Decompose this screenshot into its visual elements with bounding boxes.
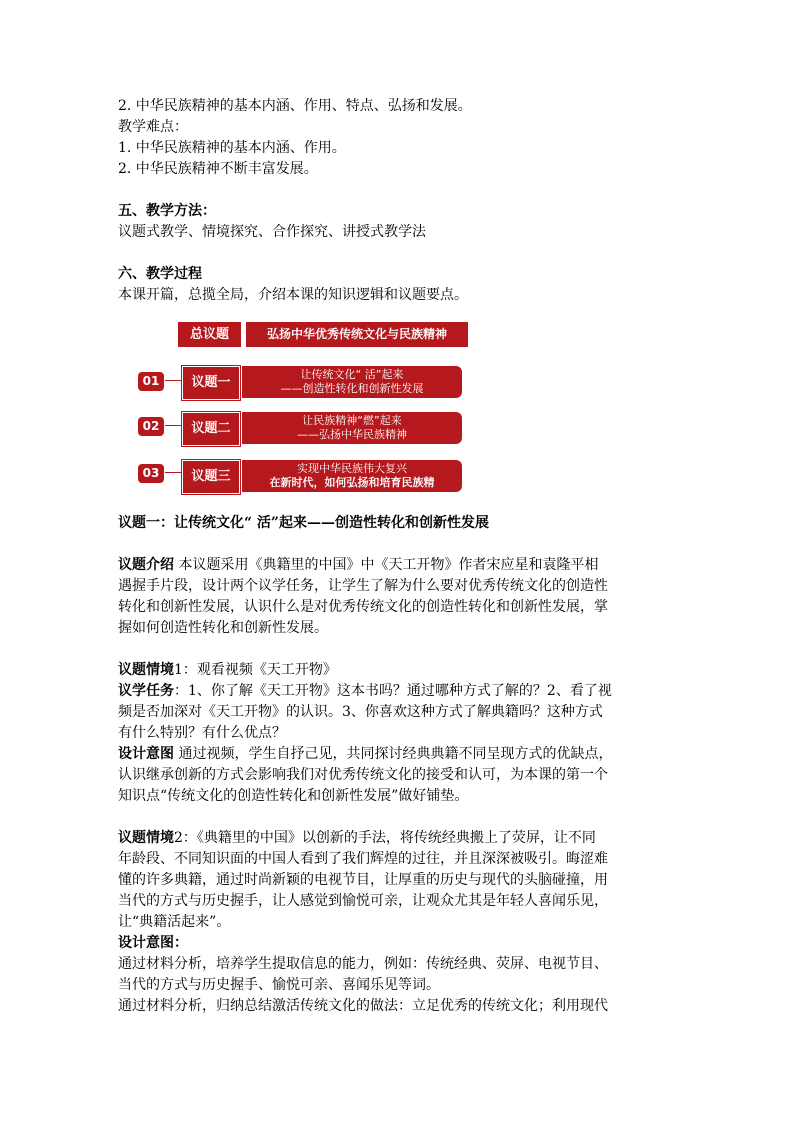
topic-tag: 议题一 [182, 366, 240, 400]
text-line: 议题式教学、情境探究、合作探究、讲授式教学法 [118, 224, 426, 240]
text-line: 握如何创造性转化和创新性发展。 [118, 620, 328, 636]
scenario-label: 议题情境 [118, 830, 174, 846]
text-line: 1. 中华民族精神的基本内涵、作用。 [118, 140, 346, 156]
diagram-header-label: 总议题 [178, 322, 241, 347]
topic-pill [242, 460, 462, 492]
design-text: 通过视频，学生自抒己见，共同探讨经典典籍不同呈现方式的优缺点， [178, 746, 613, 762]
text-line: 本课开篇，总揽全局，介绍本课的知识逻辑和议题要点。 [118, 287, 468, 303]
connector [165, 468, 183, 478]
text-line: 知识点“传统文化的创造性转化和创新性发展”做好铺垫。 [118, 788, 469, 804]
topic-number: 03 [138, 464, 164, 483]
topic-number: 01 [138, 372, 164, 391]
topic-pill-line2: ——创造性转化和创新性发展 [280, 382, 424, 395]
topic-pill-line2: ——弘扬中华民族精神 [297, 428, 407, 441]
design-label: 设计意图： [118, 935, 188, 951]
text-line: 通过材料分析，归纳总结激活传统文化的做法：立足优秀的传统文化；利用现代 [118, 998, 608, 1014]
intro-label: 议题介绍 [118, 557, 174, 573]
section-heading: 五、教学方法： [118, 203, 216, 219]
text-line: 认识继承创新的方式会影响我们对优秀传统文化的接受和认可，为本课的第一个 [118, 767, 608, 783]
scenario-text: 2：《典籍里的中国》以创新的手法，将传统经典搬上了荧屏，让不同 [174, 830, 596, 846]
intro-text: 本议题采用《典籍里的中国》中《天工开物》作者宋应星和袁隆平相 [178, 557, 599, 573]
text-line: 教学难点： [118, 119, 188, 135]
text-line: 让“典籍活起来”。 [118, 914, 231, 930]
scenario-text: 1：观看视频《天工开物》 [174, 662, 337, 678]
topic-pill [242, 412, 462, 444]
connector [165, 421, 183, 431]
text-line: 当代的方式与历史握手，让人感觉到愉悦可亲，让观众尤其是年轻人喜闻乐见， [118, 893, 608, 909]
task-label: 议学任务 [118, 683, 174, 699]
text-line [118, 828, 596, 848]
text-line: 2. 中华民族精神不断丰富发展。 [118, 161, 318, 177]
text-line [118, 555, 598, 575]
topic-tag: 议题三 [182, 460, 240, 494]
text-line: 通过材料分析，培养学生提取信息的能力，例如：传统经典、荧屏、电视节目、 [118, 956, 608, 972]
scenario-label: 议题情境 [118, 662, 174, 678]
text-line: 有什么特别？有什么优点？ [118, 725, 286, 741]
text-line: 频是否加深对《天工开物》的认识。3、你喜欢这种方式了解典籍吗？这种方式 [118, 704, 603, 720]
text-line [118, 681, 612, 701]
topic-heading: 议题一：让传统文化“ 活”起来——创造性转化和创新性发展 [118, 515, 489, 531]
task-text: ：1、你了解《天工开物》这本书吗？通过哪种方式了解的？2、看了视 [174, 683, 612, 699]
section-heading: 六、教学过程 [118, 266, 202, 282]
topic-number: 02 [138, 417, 164, 436]
topic-tag: 议题二 [182, 412, 240, 446]
text-line: 年龄段、不同知识面的中国人看到了我们辉煌的过往，并且深深被吸引。晦涩难 [118, 851, 608, 867]
topic-pill [242, 366, 462, 398]
topic-pill-line1: 让民族精神“燃”起来 [302, 414, 402, 427]
text-line [118, 660, 337, 680]
diagram-header-title: 弘扬中华优秀传统文化与民族精神 [246, 322, 468, 347]
design-label: 设计意图 [118, 746, 174, 762]
connector [165, 376, 183, 386]
text-line [118, 744, 612, 764]
text-line: 当代的方式与历史握手、愉悦可亲、喜闻乐见等词。 [118, 977, 440, 993]
text-line: 转化和创新性发展，认识什么是对优秀传统文化的创造性转化和创新性发展，掌 [118, 599, 608, 615]
topic-pill-line1: 实现中华民族伟大复兴 [297, 462, 407, 475]
topic-diagram [138, 318, 468, 496]
text-line: 懂的许多典籍，通过时尚新颖的电视节目，让厚重的历史与现代的头脑碰撞，用 [118, 872, 608, 888]
text-line: 遇握手片段，设计两个议学任务，让学生了解为什么要对优秀传统文化的创造性 [118, 578, 608, 594]
text-line: 2. 中华民族精神的基本内涵、作用、特点、弘扬和发展。 [118, 98, 472, 114]
topic-pill-line1: 让传统文化“ 活”起来 [300, 368, 404, 381]
topic-pill-line2: 在新时代，如何弘扬和培育民族精 [269, 476, 435, 489]
